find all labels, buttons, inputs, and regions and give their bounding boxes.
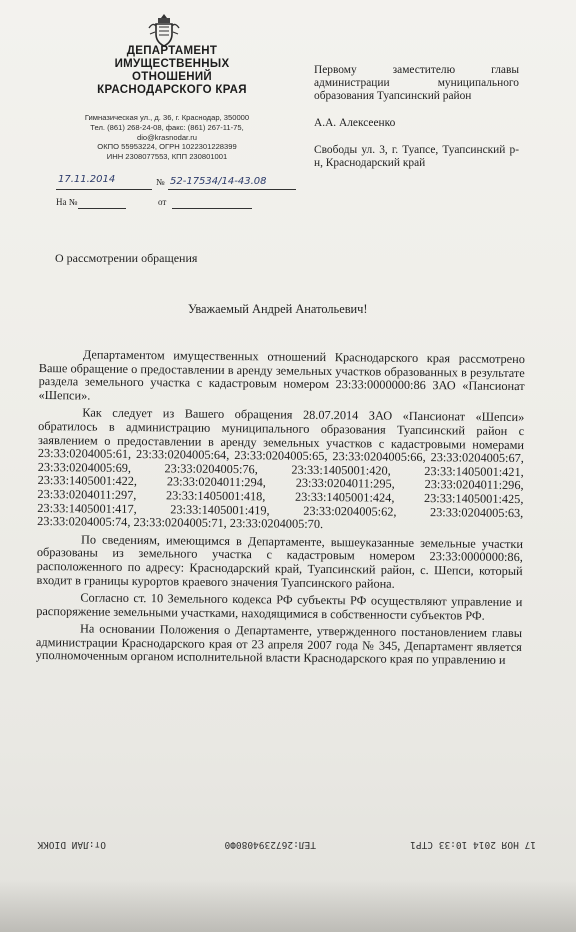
reg-date: 17.11.2014 [58,174,116,185]
ref-date-underline [172,208,252,209]
address-line: ИНН 2308077553, КПП 230801001 [106,152,228,162]
body-paragraph: Как следует из Вашего обращения 28.07.2014 ЗАО «Пансионат «Шепси» обратилось в администрацию муниципального образования Туапсинский район с заявлением о предоставлении в аренду земельных участков с кадастровыми номерами 23:33:0204005:61, 23:33:0204005:64, 23:33:0204005:65, 23:33:0204005:66, 23:33:0204005:67, 23:33:0204005:69, 23:33:0204005:76, 23:33:1405001:420, 23:33:1405001:421, 23:33:1405001:422, 23:33:0204011:294, 23:33:0204011:295, 23:33:0204011:296, 23:33:0204011:297, 23:33:1405001:418, 23:33:1405001:424, 23:33:1405001:425, 23:33:1405001:417, 23:33:1405001:419, 23:33:0204005:62, 23:33:0204005:63, 23:33:0204005:74, 23:33:0204005:71, 23:33:0204005:70. [37,405,525,532]
recipient-address: Свободы ул. 3, г. Туапсе, Туапсинский р-н, Краснодарский край [314,144,519,169]
body-paragraph: Департаментом имущественных отношений Краснодарского края рассмотрено Ваше обращение о предоставлении в аренду земельных участков образованных в результате раздела земельного участка с кадастровым номером 23:33:0000000:86 ЗАО «Пансионат «Шепси». [38,347,525,403]
reg-date-underline [56,189,152,190]
page-shadow [0,880,576,932]
letter-body [36,348,525,672]
body-paragraph: По сведениям, имеющимся в Департаменте, вышеуказанные земельные участки образованы из земельного участка с кадастровым номером 23:33:0000000:86, расположенного по адресу: Краснодарский край, Туапсинский район, с. Шепси, который входит в границы курортов краевого значения Туапсинского района. [36,532,524,591]
department-name [72,45,272,97]
greeting: Уважаемый Андрей Анатольевич! [188,302,368,316]
recipient-name: А.А. Алексеенко [314,117,396,129]
address-line: ОКПО 55953224, ОГРН 1022301228399 [97,142,237,152]
department-line: КРАСНОДАРСКОГО КРАЯ [97,84,247,96]
body-paragraph: На основании Положения о Департаменте, утвержденного постановлением главы администрации Краснодарского края от 23 апреля 2007 года № 345, Департамент является уполномоченным органом исполнительной власти Краснодарского края по управлению и [35,621,523,668]
fax-footer-middle: ТЕЛ:2672394080Ф0 [224,839,316,850]
ref-number-underline [78,208,126,209]
ref-from: от [158,197,167,207]
body-paragraph: Согласно ст. 10 Земельного кодекса РФ субъекты РФ осуществляют управление и распоряжение земельными участками, находящимися в собственности субъектов РФ. [36,590,523,623]
address-line: dio@krasnodar.ru [136,132,198,142]
subject-line: О рассмотрении обращения [55,251,198,265]
department-line: ИМУЩЕСТВЕННЫХ [114,58,230,70]
reference-line [56,197,296,211]
reg-no-label: № [156,177,165,187]
fax-footer [0,834,576,850]
address-line: Тел. (861) 268-24-08, факс: (861) 267-11-75, [90,122,244,132]
reg-number-underline [168,189,296,190]
recipient-position: Первому заместителю главы администрации муниципального образования Туапсинский район [314,64,519,102]
fax-footer-left: От:ЛАИ DIOKK [37,839,106,850]
ref-prefix: На № [56,197,78,207]
coat-of-arms-icon [147,12,181,48]
department-address [62,113,272,162]
address-line: Гимназическая ул., д. 36, г. Краснодар, 350000 [84,113,250,122]
reg-number: 52-17534/14-43.08 [170,176,267,187]
department-line: ОТНОШЕНИЙ [132,71,212,83]
recipient-block [314,64,519,184]
department-line: ДЕПАРТАМЕНТ [126,45,218,57]
registration-line [56,174,296,191]
fax-footer-right: 17 НОЯ 2014 10:33 СТР1 [410,839,536,850]
